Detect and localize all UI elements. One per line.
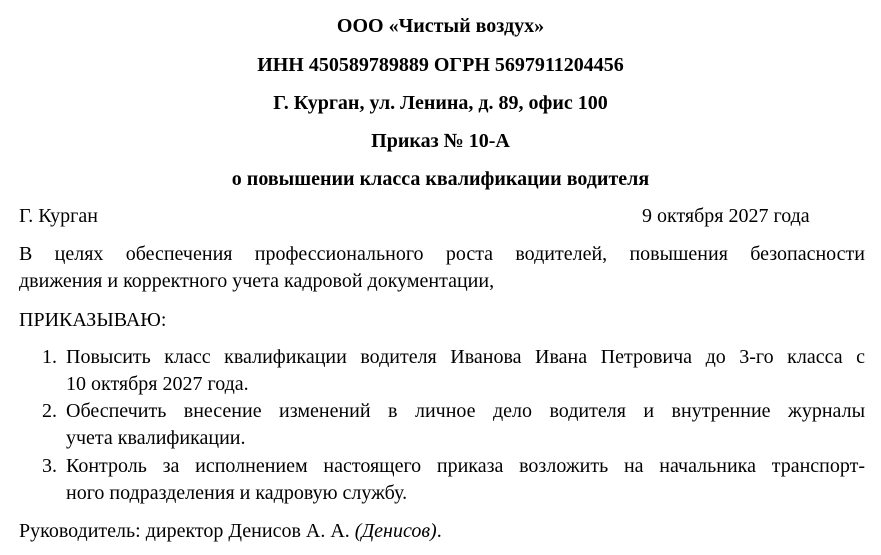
item-2-line-2: учета квалификации.	[66, 427, 246, 449]
company-name: ООО «Чистый воздух»	[336, 15, 545, 37]
order-subject: о повышении класса квалификации водителя	[231, 168, 650, 190]
place-date-row	[19, 204, 865, 228]
order-city: Г. Курган	[19, 205, 98, 227]
company-requisites: ИНН 450589789889 ОГРН 5697911204456	[257, 54, 624, 76]
preamble-line-1: В целях обеспечения профессионального роста водителей, повышения безопасности	[19, 243, 865, 265]
item-2-line-1: Обеспечить внесение изменений в личное дело водителя и внутренние журналы	[66, 400, 865, 422]
item-1-line-2: 10 октября 2027 года.	[66, 373, 249, 395]
item-number: 3.	[42, 455, 57, 477]
signature-line	[19, 519, 865, 543]
item-3-line-2: ного подразделения и кадровую службу.	[66, 482, 408, 504]
item-number: 2.	[42, 400, 57, 422]
item-3-line-1: Контроль за исполнением настоящего приказа возложить на начальника транспорт-	[66, 455, 865, 477]
preamble-line-2: движения и корректного учета кадровой документации,	[19, 270, 495, 292]
order-word: ПРИКАЗЫВАЮ:	[19, 309, 167, 331]
item-number: 1.	[42, 346, 57, 368]
signature-sign: (Денисов)	[354, 520, 437, 542]
signature-end: .	[436, 520, 442, 542]
company-address: Г. Курган, ул. Ленина, д. 89, офис 100	[273, 92, 608, 114]
order-title: Приказ № 10-А	[371, 130, 510, 152]
signature-label: Руководитель: директор Денисов А. А.	[19, 520, 350, 542]
item-1-line-1: Повысить класс квалификации водителя Иванова Ивана Петровича до 3-го класса с	[66, 346, 865, 368]
order-date: 9 октября 2027 года	[642, 205, 810, 227]
